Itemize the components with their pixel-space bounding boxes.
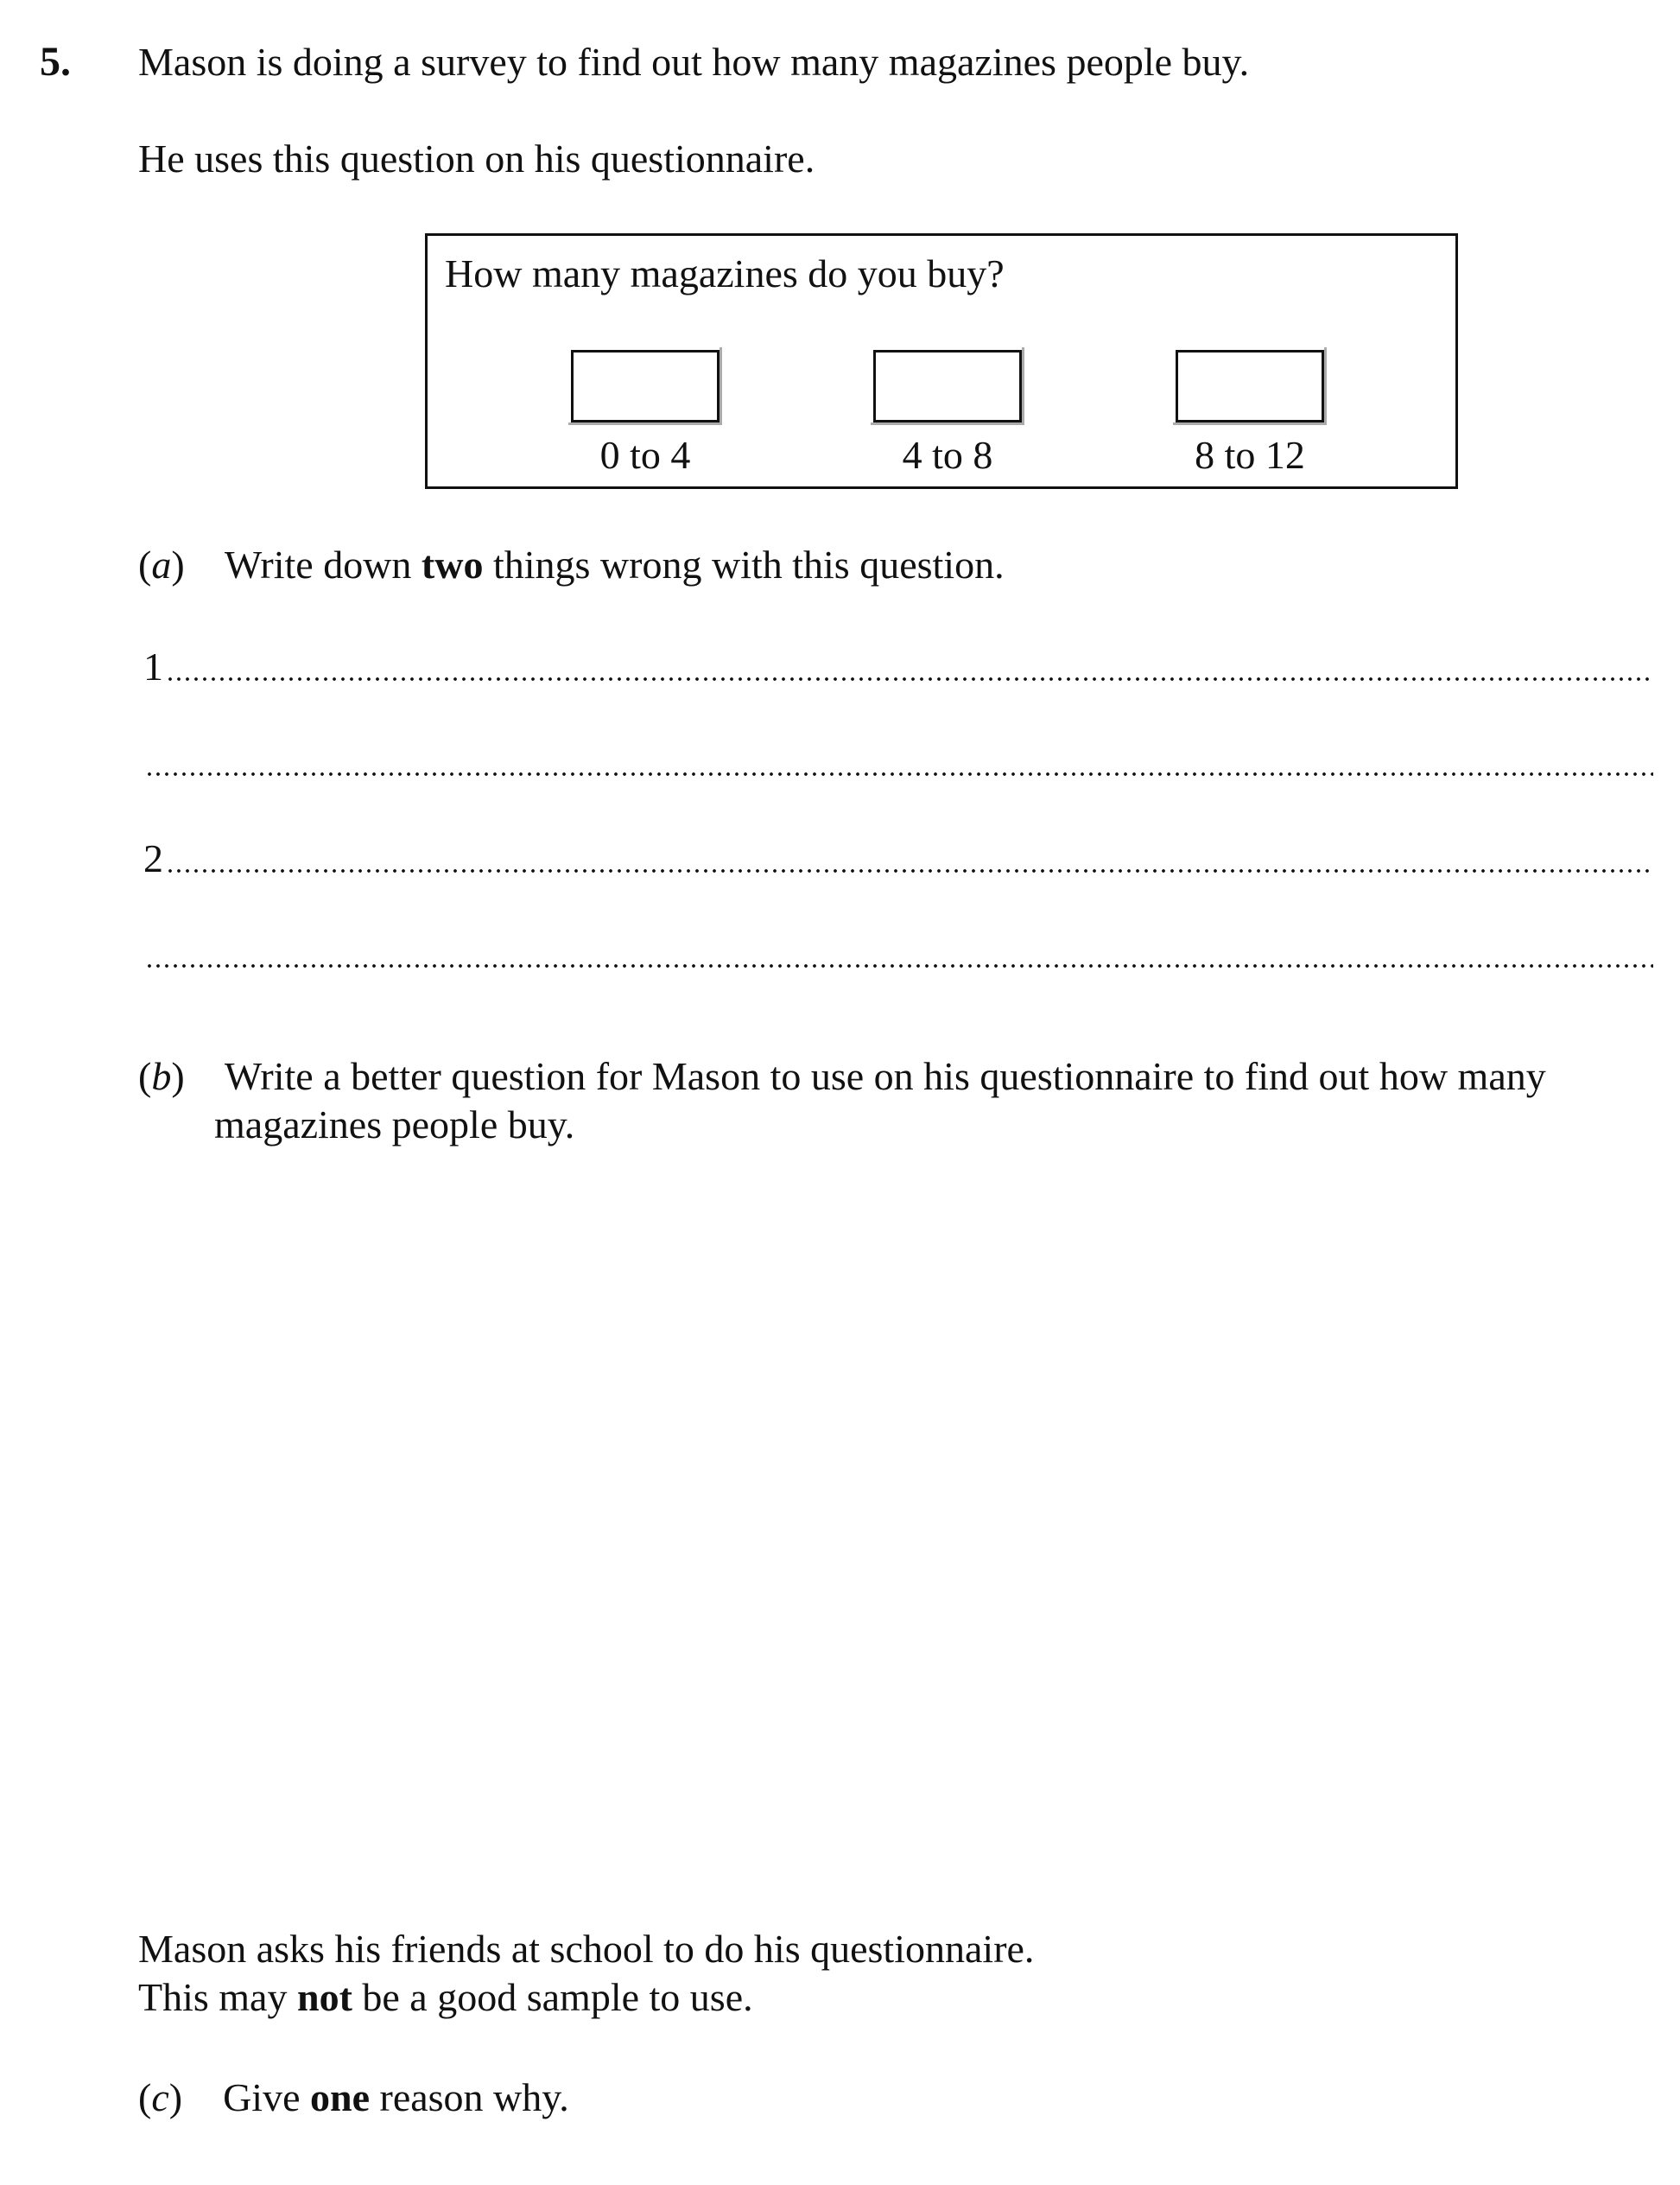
part-b-prompt-line2: magazines people buy. <box>214 1102 575 1146</box>
question-intro: Mason is doing a survey to find out how many magazines people buy. <box>138 40 1250 84</box>
answer-line-1a[interactable] <box>166 674 1653 684</box>
part-c-label: (c) <box>138 2075 183 2119</box>
option-label-3: 8 to 12 <box>1195 433 1305 477</box>
answer-line-1b[interactable] <box>145 769 1653 779</box>
option-label-1: 0 to 4 <box>599 433 691 477</box>
question-number: 5. <box>40 39 71 85</box>
part-a-prompt: (a) Write down two things wrong with this question. <box>138 543 1005 587</box>
option-checkbox-3[interactable] <box>1176 350 1324 422</box>
answer-line-2b[interactable] <box>145 961 1653 971</box>
answer-number-1: 1 <box>143 645 163 689</box>
questionnaire-question: How many magazines do you buy? <box>445 251 1005 295</box>
part-c-prompt: (c) Give one reason why. <box>138 2075 569 2119</box>
option-checkbox-2[interactable] <box>873 350 1022 422</box>
sample-info-line2: This may not be a good sample to use. <box>138 1975 753 2019</box>
part-b-label: (b) <box>138 1054 185 1098</box>
questionnaire-box <box>425 233 1458 489</box>
answer-number-2: 2 <box>143 836 163 880</box>
part-b-prompt: (b) Write a better question for Mason to use on his questionnaire to find out how many <box>138 1054 1546 1098</box>
sample-info-line1: Mason asks his friends at school to do his questionnaire. <box>138 1927 1035 1971</box>
question-uses-text: He uses this question on his questionnaire. <box>138 137 815 181</box>
answer-line-2a[interactable] <box>166 866 1653 876</box>
option-label-2: 4 to 8 <box>902 433 993 477</box>
part-a-label: (a) <box>138 543 185 587</box>
option-checkbox-1[interactable] <box>571 350 720 422</box>
